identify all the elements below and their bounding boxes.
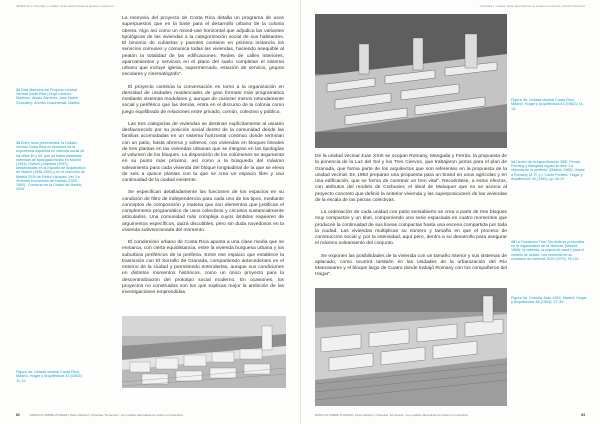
- right-caption-4b: Figura 4b. Unidad vecinal Costa Rica, Madrid. Hogar y Arquitectura 43 (1962): 11-13.: [511, 98, 584, 111]
- colonia-model-photo: [315, 288, 507, 406]
- right-running-footer: ENSAYOS SOBRE VIVIENDA | Pedro Martínez | Viviendas "El Gamote": tres posibles alternativas al modelo en Costa Rica: [315, 413, 468, 417]
- left-paragraph-1: La memoria del proyecto de Costa Rica detalla un programa de usos superpuestos que en la base para el desarrollo urbano de la colonia obrera. Algo así como un mixed-use horizontal que adjudica las variantes tipológicas de las viviendas a la categorización social de sus habitantes. El binomio de cubiertas y puentes contiene en primera instancia los servicios comunes y comunica todas las viviendas, haciendo asequible al peatón la totalidad de las edificaciones. Redes de calles interiores, aparcamientos y servicios en el plano del suelo completan el sistema urbano que incluye iglesia, supermercado, estación de servicio, grupos escolares y cinematógrafo".: [122, 16, 284, 78]
- architectural-model-photo: [122, 316, 286, 388]
- right-caption-5a: Figura 5a. Colonia Juan XXIII, Madrid. Hogar y Arquitectura 48 (1963): 27-30.: [511, 296, 587, 305]
- left-note-13: [16, 141, 86, 191]
- model-aerial-photo: [315, 14, 507, 148]
- left-running-header: INDEX 02 | Vivienda y ciudad: otras alternativas al sistema moderno: [16, 4, 114, 8]
- left-running-footer: ENSAYOS SOBRE VIVIENDA | Pedro Martínez | Viviendas "El Gamote": tres posibles alternativas al modelo en Costa Rica: [30, 413, 183, 417]
- right-paragraph-1: De la unidad vecinal Juan XXIII se ocupan Romany, Mangada y Ferrán, la propuesta de la ponencia de la Luz del Sol y los Tres Ciervos, que trabajaron juntos para el plan de Granada, que forma parte de los arquitectos que son referentes en la propuesta de la unidad vecinal. En 1963 preparan una propuesta para un brand en unos agrícolas y en una edificación, que se forma de construir un tren vital". Recuérdese, a estos efectos, con atributos del modelo de Corbusier, el ideal de Maluquer que no se acerca al proyecto concreto que definió la anterior vivienda y las superposiciones de las viviendas de la escala de las piezas colectivas.: [315, 154, 507, 203]
- right-note-15: [511, 240, 587, 261]
- note-number: 14: [511, 160, 515, 164]
- note-text: Dela Memoria del Proyecto Unidad Vecinal Costa Rica (Jorge Lorenzo Martínez, Álvaro Sánchez, José Martín González). Archivo Documental, Madrid.: [16, 88, 81, 105]
- left-photo-model: [122, 316, 286, 388]
- right-page: [300, 0, 600, 424]
- right-page-number: 63: [581, 413, 585, 417]
- left-paragraph-2: El proyecto continúa la conversación en torno a la organización en densidad de unidades residenciales de gran formato más programática mediante sistemas modulares y, aunque de carácter menos rotundamente social y periférico que las demás, entra en el discurso de la colonia como juego equilibrado de relaciones entre privado, común, colectivo y público.: [122, 84, 284, 115]
- left-body-text: [122, 16, 284, 296]
- left-paragraph-3: Las tres categorías de viviendas se destinan explícitamente al usuario desfavorecido por su posición social dentro de la comunidad desde las familias acomodadas en un sistema horizontal continuo donde terminan con un patio, hasta obreros y solteros, con viviendas en bloques lineales de tres plantas en las viviendas urbanas que se integran en las tipologías al volumen de los bloques. La disposición de los volúmenes se argumenta en su punto más próximo, así como a la búsqueda del máximo soleamiento para cada vivienda del bloque longitudinal de la que se eleva de seis a quince plantas con la que se crea un espacio libre y una continuidad de la ciudad existente.: [122, 121, 284, 183]
- note-number: 13: [16, 141, 20, 145]
- right-paragraph-2: La ordenación de cada unidad con patio semiabierto se crea a partir de tres bloques muy compactos y un tinel, componiendo una serie espaciada en cuatro momentos que producen la continuidad de sus líneas compactas hasta una escena compartida por toda la ciudad. Las viviendas multiplican su número y tamaño en que el proceso de construcción social y, por la intensidad, aquí pero, dentro a su desarrollo para asegurar el máximo soleamiento del conjunto.: [315, 210, 507, 247]
- left-note-12: [16, 88, 86, 105]
- right-bottom-photo: [315, 288, 507, 406]
- left-figure-caption: Figura 4a. Unidad vecinal Costa Rica, Madrid. Hogar y Arquitectura 43 (1962): 11-12.: [16, 370, 83, 383]
- left-paragraph-4: Se especifican detalladamente las funciones de los espacios en su condición de filtro de independencia para cada uno de los tipos, mediante conceptos de composición y materia que son elementos que justifican el complemento programático de usos colectivos y circuitos sustancialmente articulados. Una comunidad más compleja cuyos ámbitos requieren de argumentos específicos, quizá discutibles, pero sin duda novedosos en la vivienda subvencionada del momento.: [122, 190, 284, 233]
- note-text: Dentro de la especificación SBE, Ferrán, Romany y Mangada siguen la obra "La vivienda de la periferia" (Madrid, 1965). Véase a Romany, M. R. y I. Cantó Perales. 'Hogar y Arquitectura' 42 (1962): pp. 60-67.: [511, 160, 585, 181]
- right-top-photo: [315, 14, 507, 148]
- right-running-header: Vivienda y ciudad: otras alternativas al sistema moderno | Pedro Martínez: [479, 4, 585, 8]
- note-text: La Fundación Tres 'Sin duda se profundiza en la organización de la vivienda' (Madrid, 1965): la vivienda, la misma de casa y para el modelo de ciudad, nos recuerda en su condición de vivienda 2020 (1979), 99-101.: [511, 240, 585, 261]
- note-number: 15: [511, 240, 515, 244]
- left-paragraph-5: El condominio urbano de Costa Rica apunta a una clase media que se enmarca, con cierta equidistancia, entre la vivienda burguesa urbana y los suburbios periféricos de la periferia. Entre ese espacio que establece la trasmisión con El Sorrallo de Granada, compartiendo antecedentes en el entorno de la ciudad y permitiendo entenderlas, aunque sus condiciones en distintos momentos históricos, como un único proyecto para la descentralización del prototipo social moderno. En ocasiones, los proyectos no construidos son los que explican mejor la ambición de las investigaciones emprendidas.: [122, 240, 284, 295]
- right-paragraph-3: Se exponen las posibilidades de la vivienda con un tamaño interior y sus sistemas de aplacado, como ocurrirá también en las unidades de la urbanización del Río Manzanares y el bloque largo de Cuatro donde trabajó Romany con los compañeros del Hogar".: [315, 253, 507, 278]
- note-number: 12: [16, 88, 20, 92]
- right-body-text: [315, 154, 507, 279]
- left-page-number: 62: [16, 413, 20, 417]
- right-note-14: [511, 160, 587, 181]
- note-text: Entre otros precedentes, la Unidad Vecinal Costa Rica es heredera de la experiencia española en vivienda social de los años 40 y 50, que ya había planteado viviendas de tipologías mixtas en Madrid (1954), Huelva y Navarra (1957), desarrolladas en la Escuela de Arquitectura de Madrid (1958-1962) y en el concurso de Madrid 2019 de Pedro Vázquez. Ver 'La Vivienda Económica del Estado (1939-1960)', Concurso en la Ciudad de Madrid, 2016.: [16, 141, 86, 192]
